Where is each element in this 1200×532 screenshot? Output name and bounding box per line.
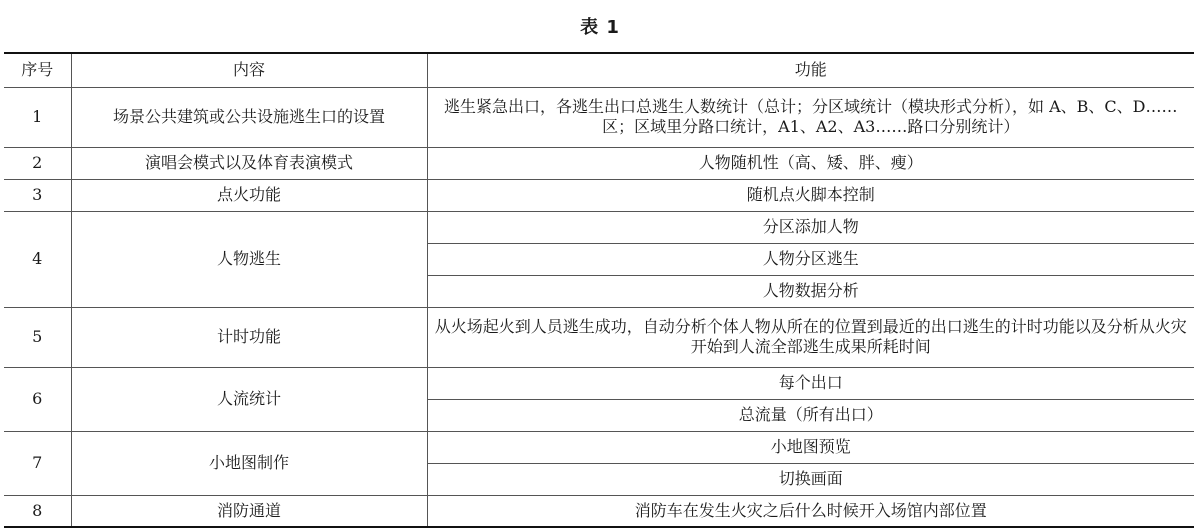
row-function: 逃生紧急出口，各逃生出口总逃生人数统计（总计；分区域统计（模块形式分析），如 A、B、C、D……区；区域里分路口统计，A1、A2、A3……路口分别统计） xyxy=(427,87,1194,147)
table-row xyxy=(4,495,1194,527)
row-content: 演唱会模式以及体育表演模式 xyxy=(71,147,427,179)
row-number: 7 xyxy=(4,431,71,495)
row-content: 计时功能 xyxy=(71,307,427,367)
row-content: 人流统计 xyxy=(71,367,427,431)
table-row xyxy=(4,431,1194,463)
row-content: 消防通道 xyxy=(71,495,427,527)
row-function: 分区添加人物 xyxy=(427,211,1194,243)
row-function: 随机点火脚本控制 xyxy=(427,179,1194,211)
row-function: 总流量（所有出口） xyxy=(427,399,1194,431)
row-function: 每个出口 xyxy=(427,367,1194,399)
table-row xyxy=(4,87,1194,147)
header-content: 内容 xyxy=(71,53,427,87)
row-function: 人物随机性（高、矮、胖、瘦） xyxy=(427,147,1194,179)
row-number: 1 xyxy=(4,87,71,147)
table-row xyxy=(4,211,1194,243)
row-function: 切换画面 xyxy=(427,463,1194,495)
row-number: 5 xyxy=(4,307,71,367)
header-no: 序号 xyxy=(4,53,71,87)
row-content: 人物逃生 xyxy=(71,211,427,307)
row-number: 4 xyxy=(4,211,71,307)
row-number: 3 xyxy=(4,179,71,211)
row-number: 2 xyxy=(4,147,71,179)
table-row xyxy=(4,367,1194,399)
row-content: 场景公共建筑或公共设施逃生口的设置 xyxy=(71,87,427,147)
table-row xyxy=(4,307,1194,367)
feature-table xyxy=(4,52,1194,528)
table-row xyxy=(4,147,1194,179)
row-function: 小地图预览 xyxy=(427,431,1194,463)
row-content: 点火功能 xyxy=(71,179,427,211)
row-function: 从火场起火到人员逃生成功，自动分析个体人物从所在的位置到最近的出口逃生的计时功能以及分析从火灾开始到人流全部逃生成果所耗时间 xyxy=(427,307,1194,367)
row-function: 人物分区逃生 xyxy=(427,243,1194,275)
table-header-row xyxy=(4,53,1194,87)
row-function: 消防车在发生火灾之后什么时候开入场馆内部位置 xyxy=(427,495,1194,527)
header-function: 功能 xyxy=(427,53,1194,87)
row-number: 8 xyxy=(4,495,71,527)
table-row xyxy=(4,179,1194,211)
row-number: 6 xyxy=(4,367,71,431)
table-caption: 表 1 xyxy=(580,17,620,38)
row-content: 小地图制作 xyxy=(71,431,427,495)
row-function: 人物数据分析 xyxy=(427,275,1194,307)
